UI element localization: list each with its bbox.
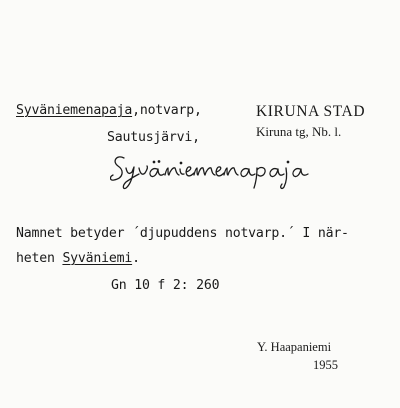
meaning-line-2-prefix: heten [16,251,63,266]
related-place-name: Syväniemi [62,251,133,266]
place-type: ,notvarp, [132,103,202,118]
handwritten-place-name [110,148,366,190]
place-name-heading [16,103,202,118]
record-year: 1955 [313,358,338,372]
city-stamp: KIRUNA STAD [256,103,366,120]
meaning-line-2-suffix: . [132,251,140,266]
map-reference: Gn 10 f 2: 260 [111,278,220,293]
parish-name: Sautusjärvi, [107,130,200,145]
place-name: Syväniemenapaja [16,103,133,118]
city-reference: Kiruna tg, Nb. l. [256,124,342,139]
author-name: Y. Haapaniemi [257,340,332,354]
meaning-line-1: Namnet betyder ´djupuddens notvarp.´ I när- [16,226,349,241]
meaning-line-2 [16,251,140,266]
